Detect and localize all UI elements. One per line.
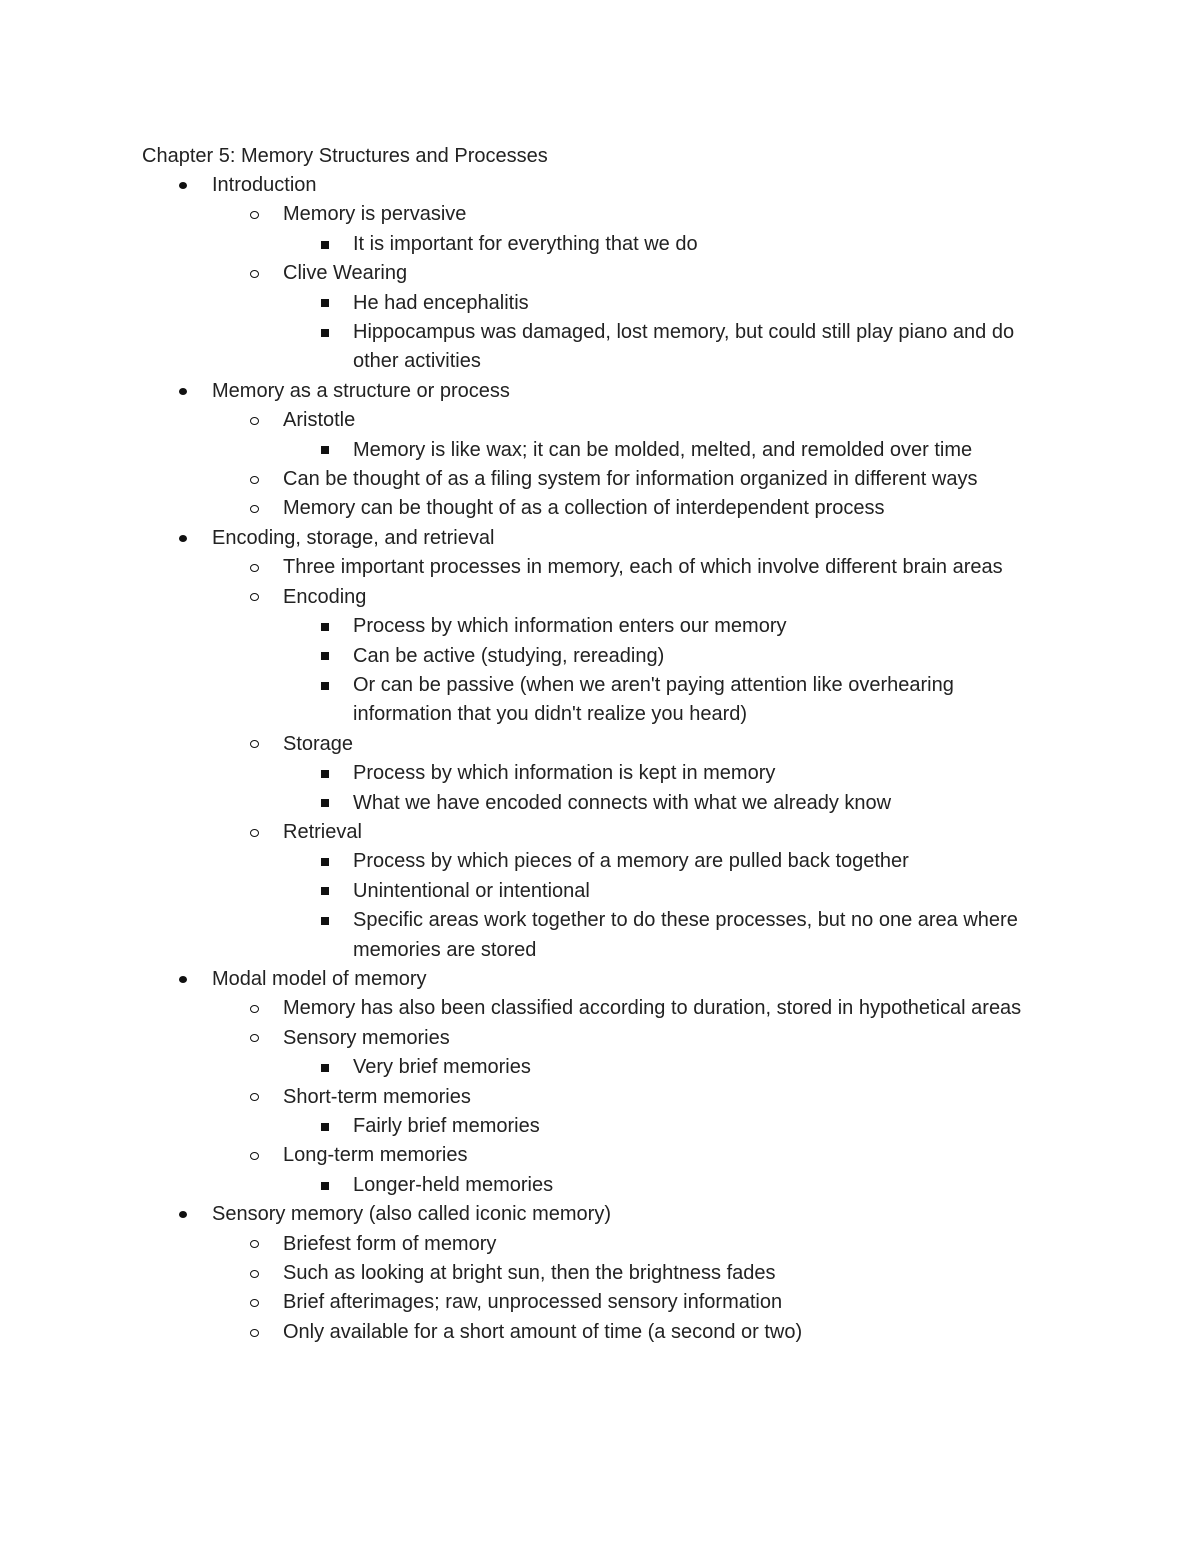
bullet-square-icon (319, 230, 331, 259)
outline-item-text: It is important for everything that we do (353, 232, 698, 255)
outline-item-level-1 (0, 965, 1042, 994)
bullet-dot-icon (177, 524, 189, 553)
bullet-dot-icon (177, 1200, 189, 1229)
outline-item-text: He had encephalitis (353, 291, 529, 314)
outline-item-level-3 (0, 436, 1043, 465)
outline-item-level-3 (0, 230, 1043, 259)
bullet-circle-icon (248, 259, 260, 288)
bullet-circle-icon (248, 406, 260, 435)
bullet-square-icon (319, 642, 331, 671)
bullet-circle-icon (248, 553, 260, 582)
outline-item-text: Encoding (283, 585, 367, 608)
bullet-circle-icon (248, 1230, 260, 1259)
outline-item-text: Briefest form of memory (283, 1232, 497, 1255)
bullet-circle-icon (248, 583, 260, 612)
outline-item-text: Retrieval (283, 820, 362, 843)
outline-item-text: Can be active (studying, rereading) (353, 644, 665, 667)
outline-item-text: Memory as a structure or process (212, 379, 510, 402)
outline-item-text: Can be thought of as a filing system for information organized in different ways (283, 468, 978, 491)
bullet-square-icon (319, 612, 331, 641)
outline-item-level-1 (0, 524, 1042, 553)
outline-item-level-3 (0, 612, 1043, 641)
outline-item-text: Such as looking at bright sun, then the brightness fades (283, 1262, 776, 1285)
outline-item-text: Brief afterimages; raw, unprocessed sensory information (283, 1291, 783, 1314)
outline-item-level-2 (0, 1259, 1038, 1288)
outline-item-level-3 (0, 318, 1043, 377)
bullet-circle-icon (248, 1259, 260, 1288)
outline-item-text: Unintentional or intentional (353, 879, 590, 902)
outline-item-text: Or can be passive (when we aren't paying attention like overhearing information that you didn't realize you heard) (353, 673, 954, 726)
document-title: Chapter 5: Memory Structures and Processes (142, 145, 548, 167)
outline-item-level-3 (0, 759, 1043, 788)
outline-item-text: Very brief memories (353, 1056, 531, 1079)
outline-item-text: Sensory memories (283, 1026, 450, 1049)
bullet-square-icon (319, 906, 331, 935)
outline-item-level-2 (0, 406, 1038, 435)
outline-item-text: Fairly brief memories (353, 1115, 540, 1137)
outline-item-text: Introduction (212, 174, 317, 196)
bullet-dot-icon (177, 171, 189, 200)
outline-item-text: Three important processes in memory, each of which involve different brain areas (283, 556, 1003, 579)
outline-item-text: Memory is pervasive (283, 203, 467, 226)
outline-item-level-2 (0, 1083, 1038, 1112)
bullet-square-icon (319, 289, 331, 318)
bullet-square-icon (319, 877, 331, 906)
bullet-circle-icon (248, 1083, 260, 1112)
bullet-square-icon (319, 847, 331, 876)
outline-item-level-2 (0, 1230, 1038, 1259)
outline-item-level-1 (0, 171, 1042, 200)
outline-item-level-1 (0, 377, 1042, 406)
outline-item-level-3 (0, 1112, 1043, 1141)
outline-item-text: Aristotle (283, 409, 356, 432)
bullet-dot-icon (177, 377, 189, 406)
outline-item-level-3 (0, 906, 1043, 965)
outline-item-level-3 (0, 847, 1043, 876)
outline-item-text: Clive Wearing (283, 262, 408, 285)
bullet-square-icon (319, 1112, 331, 1141)
outline-item-text: Memory is like wax; it can be molded, melted, and remolded over time (353, 438, 973, 461)
outline-item-text: Only available for a short amount of time (a second or two) (283, 1320, 803, 1343)
outline-item-level-2 (0, 494, 1038, 523)
bullet-circle-icon (248, 1024, 260, 1053)
outline-item-text: Longer-held memories (353, 1173, 554, 1196)
bullet-circle-icon (248, 818, 260, 847)
outline-item-text: Memory has also been classified according to duration, stored in hypothetical areas (283, 997, 1022, 1020)
outline-item-text: Process by which information enters our memory (353, 615, 787, 638)
bullet-circle-icon (248, 1318, 260, 1347)
outline-item-text: Modal model of memory (212, 967, 427, 990)
outline-item-level-2 (0, 818, 1038, 847)
outline-item-level-3 (0, 1171, 1043, 1200)
bullet-circle-icon (248, 494, 260, 523)
outline-item-level-2 (0, 553, 1038, 582)
outline-item-text: Process by which pieces of a memory are pulled back together (353, 850, 909, 873)
outline-item-level-2 (0, 583, 1038, 612)
outline-item-level-3 (0, 642, 1043, 671)
outline-item-level-3 (0, 289, 1043, 318)
outline-item-level-2 (0, 259, 1038, 288)
bullet-square-icon (319, 789, 331, 818)
outline-item-level-3 (0, 789, 1043, 818)
outline-item-level-2 (0, 994, 1038, 1023)
outline-item-level-3 (0, 671, 1043, 730)
outline-list (0, 171, 1200, 1347)
bullet-circle-icon (248, 994, 260, 1023)
outline-item-level-2 (0, 1318, 1038, 1347)
bullet-dot-icon (177, 965, 189, 994)
outline-item-text: What we have encoded connects with what we already know (353, 791, 892, 814)
bullet-square-icon (319, 759, 331, 788)
bullet-square-icon (319, 671, 331, 700)
outline-item-text: Long-term memories (283, 1144, 468, 1167)
outline-item-text: Sensory memory (also called iconic memory) (212, 1203, 612, 1226)
outline-item-text: Process by which information is kept in memory (353, 762, 776, 785)
bullet-circle-icon (248, 1141, 260, 1170)
bullet-square-icon (319, 1053, 331, 1082)
outline-item-text: Encoding, storage, and retrieval (212, 526, 495, 549)
outline-item-level-2 (0, 730, 1038, 759)
bullet-square-icon (319, 436, 331, 465)
bullet-square-icon (319, 1171, 331, 1200)
outline-item-text: Hippocampus was damaged, lost memory, but could still play piano and do other activities (353, 321, 1015, 373)
outline-item-level-2 (0, 200, 1038, 229)
outline-item-level-3 (0, 877, 1043, 906)
bullet-circle-icon (248, 1288, 260, 1317)
outline-item-text: Memory can be thought of as a collection of interdependent process (283, 497, 885, 520)
outline-item-level-2 (0, 1024, 1038, 1053)
outline-item-level-3 (0, 1053, 1043, 1082)
bullet-circle-icon (248, 730, 260, 759)
outline-item-text: Short-term memories (283, 1085, 471, 1108)
bullet-square-icon (319, 318, 331, 347)
outline-item-text: Specific areas work together to do these processes, but no one area where memories are stored (353, 909, 1018, 961)
outline-item-level-2 (0, 1288, 1038, 1317)
bullet-circle-icon (248, 200, 260, 229)
outline-item-level-2 (0, 465, 1038, 494)
outline-item-level-2 (0, 1141, 1038, 1170)
outline-item-text: Storage (283, 732, 354, 755)
outline-item-level-1 (0, 1200, 1042, 1229)
bullet-circle-icon (248, 465, 260, 494)
